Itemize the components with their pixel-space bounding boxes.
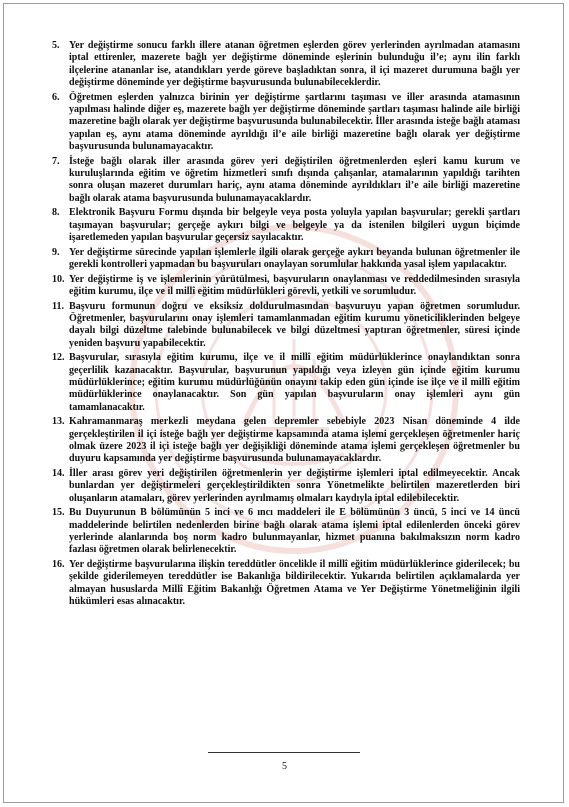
article-number: 8. xyxy=(52,207,60,219)
article-text: Yer değiştirme iş ve işlemlerinin yürütülmesi, başvuruların onaylanması ve reddedilmesinden sırasıyla eğitim kurumu, ilçe ve il millî eğitim müdürlükleri görevli, yetkili ve sorumludur. xyxy=(69,273,520,298)
article-number: 13. xyxy=(52,416,65,428)
page-number: 5 xyxy=(282,761,287,772)
article-text: Başvurular, sırasıyla eğitim kurumu, ilçe ve il millî eğitim müdürlüklerince onaylandıktan sonra geçerlilik kazanacaktır. Başvurular, başvurunun yapıldığı veya izleyen gün içinde eğitim kurumu müdürlüklerince; eğitim kurumu müdürlüğünün onayını takip eden gün içinde ise ilçe ve il millî eğitim müdürlüklerince onaylanacaktır. Son gün yapılan başvuruların onay işlemleri aynı gün tamamlanacaktır. xyxy=(69,352,520,413)
article-item xyxy=(52,352,520,414)
article-number: 6. xyxy=(52,91,60,103)
article-text: Yer değiştirme sürecinde yapılan işlemlerle ilgili olarak gerçeğe aykırı beyanda bulunan öğretmenler ile gerekli kontrolleri yapmadan bu başvuruları onaylayan sorumlular hakkında yasal işlem yapılacaktır. xyxy=(69,246,520,271)
article-item xyxy=(52,247,520,272)
article-number: 15. xyxy=(52,507,65,519)
article-number: 12. xyxy=(52,352,65,364)
article-item xyxy=(52,40,520,89)
article-item xyxy=(52,274,520,299)
article-text: İsteğe bağlı olarak iller arasında görev yeri değiştirilen öğretmenlerden eşleri kamu kurum ve kuruluşlarında eğitim ve öğretim hizmetleri sınıfı dışında çalışanlar, atamalarının yapıldığı tarihten sonra oluşan mazeret durumları hariç, aynı atama döneminde ayrıldıkları il’e aile birliği mazeretine bağlı olarak atama başvurusunda bulunamayacaklardır. xyxy=(69,155,520,204)
article-text: Elektronik Başvuru Formu dışında bir belgeyle veya posta yoluyla yapılan başvurular; gerekli şartları taşımayan başvurular; gerçeğe aykırı bilgi ve belgeyle ya da istenilen bilgileri uygun biçimde işaretlemeden yapılan başvurular geçersiz sayılacaktır. xyxy=(69,207,520,244)
article-text: Yer değiştirme sonucu farklı illere atanan öğretmen eşlerden görev yerlerinden ayrılmadan atamasını iptal ettirenler, mazerete bağlı yer değiştirme döneminde eşlerinin bulunduğu il’e; aynı ilin farklı ilçelerine atananlar ise, atandıkları yerde göreve başladıktan sonra, il içi mazeret durumuna bağlı yer değiştirme döneminde yer değiştirme başvurusunda bulunabileceklerdir. xyxy=(69,40,520,89)
article-text: Kahramanmaraş merkezli meydana gelen depremler sebebiyle 2023 Nisan döneminde 4 ilde gerçekleştirilen il içi isteğe bağlı yer değiştirme kapsamında atama işlemi gerçekleşen öğretmenler hariç olmak üzere 2023 il içi isteğe bağlı yer değişikliği döneminde atama işlemi gerçekleşen öğretmenler bu duyuru kapsamında yer değiştirme başvurusunda bulunamayacaklardır. xyxy=(69,416,520,465)
article-number: 14. xyxy=(52,468,65,480)
article-number: 7. xyxy=(52,155,60,167)
article-item xyxy=(52,468,520,505)
article-number: 11. xyxy=(52,300,65,312)
article-item xyxy=(52,207,520,244)
article-text: Öğretmen eşlerden yalnızca birinin yer değiştirme şartlarını taşıması ve iller arasında atamasının yapılması halinde diğer eş, mazerete bağlı yer değiştirme döneminde şartları taşıması halinde aile birliği mazeretine bağlı olarak yer değiştirme başvurusunda bulunabilecektir. İller arasında isteğe bağlı ataması yapılan eş, aynı atama döneminde ayrıldığı il’e aile birliği mazeretine bağlı olarak yer değiştirme başvurusunda bulunamayacaktır. xyxy=(69,91,520,153)
article-number: 10. xyxy=(52,273,65,285)
footer-divider xyxy=(208,752,360,753)
article-item xyxy=(52,92,520,154)
article-number: 9. xyxy=(52,246,60,258)
article-item xyxy=(52,156,520,205)
article-text: Başvuru formunun doğru ve eksiksiz doldurulmasından başvuruyu yapan öğretmen sorumludur. Öğretmenler, başvurularını onay işlemleri tamamlanmadan eğitim kurumu yöneticiliklerinden belgeye dayalı bilgi düzeltme talebinde bulunabilecek ve bilgi düzeltmesi yaptıran öğretmenler, süresi içinde yeniden başvuru yapabilecektir. xyxy=(69,300,520,349)
article-item xyxy=(52,559,520,608)
article-list xyxy=(52,40,520,611)
article-item xyxy=(52,507,520,556)
article-number: 16. xyxy=(52,559,65,571)
article-text: İller arası görev yeri değiştirilen öğretmenlerin yer değiştirme işlemleri iptal edilmeyecektir. Ancak bunlardan yer değiştirmeleri gerçekleştirildikten sonra Yönetmelikte belirtilen mazeretlerden biri oluşanların atamaları, görev yerlerinden ayrılmamış olmaları kaydıyla iptal edilebilecektir. xyxy=(69,468,520,504)
article-item xyxy=(52,301,520,350)
article-text: Bu Duyurunun B bölümünün 5 inci ve 6 ıncı maddeleri ile E bölümünün 3 üncü, 5 inci ve 14 üncü maddelerinde belirtilen nedenlerden birine bağlı olarak atama işlemi iptal edilenlerden önceki görev yerlerinde alanlarında boş norm kadro bulunmayanlar, hizmet puanına bakılmaksızın norm kadro fazlası öğretmen olarak belirlenecektir. xyxy=(69,507,520,556)
article-text: Yer değiştirme başvurularına ilişkin tereddütler öncelikle il millî eğitim müdürlüklerince giderilecek; bu şekilde giderilemeyen tereddütler ise Bakanlığa bildirilecektir. Yukarıda belirtilen açıklamalarda yer almayan hususlarda Millî Eğitim Bakanlığı Öğretmen Atama ve Yer Değiştirme Yönetmeliğinin ilgili hükümleri esas alınacaktır. xyxy=(69,559,520,608)
article-item xyxy=(52,416,520,465)
article-number: 5. xyxy=(52,40,60,51)
